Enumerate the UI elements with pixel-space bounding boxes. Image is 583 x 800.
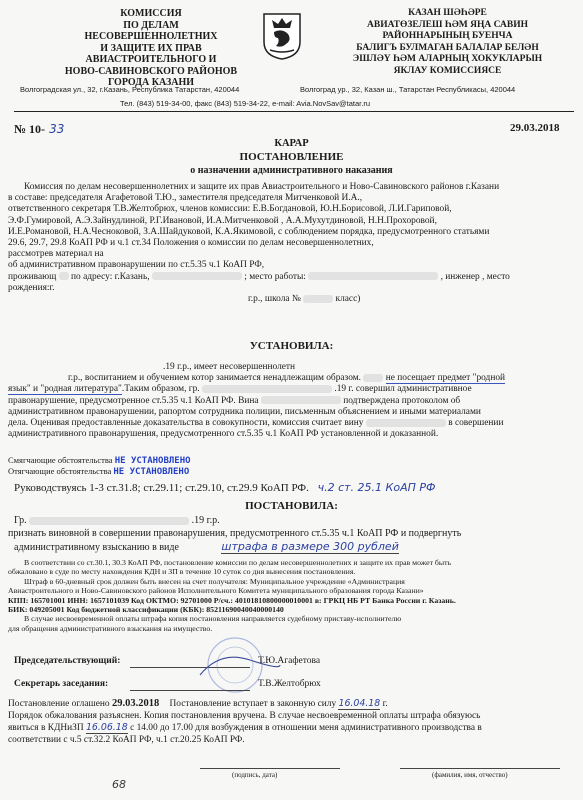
text-span: дела. Оценивая предоставленные доказательства в совокупности, комиссия считает вину — [8, 418, 364, 429]
redacted — [366, 419, 446, 427]
intro-line: 29.6, 29.7, 29.8 КоАП РФ и ч.1 ст.34 Положения о комиссии по делам несовершеннолетних, — [8, 238, 374, 249]
intro-line: Комиссия по делам несовершеннолетних и защите их прав Авиастроительного и Ново-Савиновского районов г.Казани — [24, 182, 500, 192]
header-left-line: ПО ДЕЛАМ НЕСОВЕРШЕННОЛЕТНИХ — [84, 19, 218, 42]
ustanovila-block — [8, 362, 578, 440]
postanovila-title: ПОСТАНОВИЛА: — [245, 500, 338, 512]
text-span: г.р., воспитанием и обучением котор — [68, 373, 214, 384]
header-left-line: КОМИССИЯ — [120, 8, 182, 19]
ust-line: административном правонарушении, рапортом сотрудника полиции, письменным объяснением и иными материалами — [8, 406, 481, 417]
aggravating-stamp: НЕ УСТАНОВЛЕНО — [113, 467, 190, 477]
text-span: язык" и "родная литература" — [8, 384, 122, 395]
document-number — [14, 122, 64, 137]
text-span: , место — [482, 271, 510, 282]
redacted — [261, 396, 341, 404]
text-span: занимается ненадлежащим образом. — [216, 373, 361, 384]
header-right-title — [330, 8, 565, 77]
ust-line: административного правонарушения, предусмотренного ст.5.35 ч.1 КоАП РФ установленной и доказанной. — [8, 429, 439, 440]
full-name-caption: (фамилия, имя, отчество) — [432, 771, 508, 779]
text-span: проживающ — [8, 271, 57, 282]
intro-line: Э.Ф.Гумировой, А.Э.Зайнудлиной, Р.Г.Ивановой, И.А.Митченковой , А.А.Мухутдиновой, Н.Н.Прохоровой, — [8, 215, 437, 226]
post-line — [8, 540, 578, 554]
postanovila-block — [8, 514, 578, 554]
aggravating-label: Отягчающие обстоятельства — [8, 466, 112, 476]
text-span: г. — [382, 699, 388, 709]
secretary-signature-line — [130, 690, 250, 691]
intro-line — [8, 294, 578, 305]
karar-title: КАРАР — [274, 138, 309, 149]
ustanovila-title: УСТАНОВИЛА: — [249, 340, 334, 352]
footer-line — [8, 698, 578, 711]
payment-line: Штраф в 60-дневный срок должен быть внесен на счет получателя: Муниципальное учреждение «Администрация — [24, 576, 405, 586]
text-span: правонарушение, предусмотренное ст.5.35 ч.1 КоАП РФ. Вина — [8, 395, 259, 406]
text-span: явиться в КДНиЗП — [8, 723, 84, 734]
text-span: Постановление вступает в законную силу — [169, 699, 337, 709]
post-line — [8, 514, 578, 527]
payment-line: КПП: 165701001 ИНН: 1657101039 Код ОКТМО: 92701000 Р/сч.: 40101810800000010001 в: ГРКЦ НБ РТ Банка России г. Казань. — [8, 595, 456, 605]
text-span: с 14.00 до 17.00 для возбуждения в отношении меня административного производства в — [130, 723, 482, 734]
document-date: 29.03.2018 — [510, 122, 560, 134]
footer-block — [8, 698, 578, 746]
intro-line: ответственного секретаря Т.В.Желтобрюх, членов комиссии: Е.В.Богдановой, Ю.Н.Борисовой, Л.И.Гариповой, — [8, 204, 452, 215]
text-span: г.р. — [206, 515, 220, 526]
document-subtitle: о назначении административного наказания — [190, 165, 393, 176]
payment-line: для обращения административного взыскания на имущество. — [8, 623, 213, 633]
header-right-line: ЯКЛАУ КОМИССИЯСЕ — [393, 65, 502, 76]
sign-date-caption: (подпись, дата) — [232, 771, 278, 779]
text-span: г.р., имеет несовершеннолетн — [177, 362, 296, 372]
intro-line: об административном правонарушении по ст.5.35 ч.1 КоАП РФ, — [8, 260, 265, 271]
intro-line: рождения:г. — [8, 282, 55, 293]
guided-text: Руководствуясь 1-3 ст.31.8; ст.29.11; ст.29.10, ст.29.9 КоАП РФ. — [14, 482, 309, 494]
header-right-line: РАЙОННАРЫНЫҢ БУЕНЧА — [382, 31, 513, 41]
guided-handwritten: ч.2 ст. 25.1 КоАП РФ — [317, 481, 436, 494]
intro-line — [8, 272, 578, 283]
payment-line: БИК: 049205001 Код бюджетной классификации (КБК): 85211690040040000140 — [8, 605, 284, 615]
ust-line — [8, 396, 578, 407]
text-span: .19 — [191, 515, 205, 526]
intro-line: И.Е.Романовой, Н.А.Чесноковой, З.А.Шайдуковой, К.А.Якимовой, с соблюдением порядка, предусмотренного статьями — [8, 226, 490, 237]
ust-line — [8, 418, 578, 429]
payment-line: В случае несвоевременной оплаты штрафа копия постановления направляется судебному приставу-исполнителю — [24, 614, 402, 624]
text-span: подтверждена протоколом об — [343, 395, 461, 406]
chair-label: Председательствующий: — [14, 656, 121, 666]
header-right-line: ЭШЛӘҮ ҺӘМ АЛАРНЫҢ ХОКУКЛАРЫН — [352, 54, 543, 64]
penalty-handwritten: штрафа в размере 300 рублей — [221, 540, 399, 553]
ust-line — [8, 373, 578, 384]
mitigating-stamp: НЕ УСТАНОВЛЕНО — [114, 456, 191, 466]
redacted — [308, 272, 438, 280]
redacted — [59, 272, 69, 280]
text-span: .19 — [163, 362, 175, 372]
text-span: класс) — [335, 294, 361, 305]
header-right-line: БАЛИГЪ БУЛМАГАН БАЛАЛАР БЕЛӘН — [356, 42, 539, 53]
footer-line: соответствии с ч.5 ст.32.2 КоАП РФ, ч.1 ст.20.25 КоАП РФ. — [8, 734, 245, 745]
ust-line — [8, 384, 578, 395]
guided-line — [14, 482, 583, 494]
intro-block — [8, 182, 578, 305]
address-left: Волгоградская ул., 32, г.Казань, Республика Татарстан, 420044 — [20, 85, 240, 94]
text-span: не посещает предмет "родной — [385, 373, 506, 384]
postanovlenie-title: ПОСТАНОВЛЕНИЕ — [239, 151, 344, 163]
mitigating-label: Смягчающие обстоятельства — [8, 455, 113, 465]
redacted — [29, 517, 189, 525]
ust-line — [8, 362, 578, 373]
number-handwritten: 33 — [49, 122, 65, 136]
text-span: .Таким образом, гр. — [121, 384, 200, 395]
aggravating-row — [8, 466, 578, 477]
text-span: г.р., школа № — [248, 294, 301, 305]
header-left-line: И ЗАЩИТЕ ИХ ПРАВ — [100, 42, 202, 54]
text-span: Постановление оглашено — [8, 699, 110, 709]
header-left-line: ГОРОДА КАЗАНИ — [107, 77, 195, 88]
text-span: по адресу: г.Казань, — [71, 271, 150, 282]
intro-line: рассмотрев материал на — [8, 249, 104, 260]
text-span: г. совершил административное — [348, 384, 472, 395]
footer-line — [8, 722, 578, 735]
payment-details — [8, 558, 578, 633]
header-right-line: КАЗАН ШӘҺӘРЕ — [408, 8, 487, 18]
redacted — [363, 374, 383, 382]
secretary-label: Секретарь заседания: — [14, 679, 109, 689]
number-label: № 10- — [14, 122, 46, 136]
header-right-line: АВИАТӨЗЕЛЕШ ҺӘМ ЯҢА САВИН — [367, 19, 528, 30]
text-span: Гр. — [14, 515, 27, 526]
appear-date-handwritten: 16.06.18 — [85, 722, 128, 734]
header-divider — [14, 111, 574, 112]
contact-line: Тел. (843) 519-34-00, факс (843) 519-34-22, e-mail: Avia.NovSav@tatar.ru — [120, 99, 371, 108]
header-left-title — [56, 8, 246, 89]
payment-line: Авиастроительного и Ново-Савиновского районов Исполнительного Комитета муниципального образования города Казани» — [8, 586, 424, 596]
text-span: , инженер — [440, 271, 480, 282]
footer-line: Порядок обжалования разъяснен. Копия постановления вручена. В случае несвоевременной оплаты штрафа обязуюсь — [8, 710, 481, 721]
secretary-name: Т.В.Желтобрюх — [258, 679, 321, 689]
payment-line: обжаловано в суде по месту нахождения КДН и ЗП в течение 10 суток со дня вынесения постановления. — [8, 567, 356, 577]
redacted — [202, 385, 332, 393]
text-span: в совершении — [448, 418, 504, 429]
page-number-handwritten: 68 — [112, 778, 126, 791]
full-name-line — [400, 768, 560, 769]
redacted — [303, 295, 333, 303]
header-left-line: НОВО-САВИНОВСКОГО РАЙОНОВ — [64, 65, 238, 77]
redacted — [152, 272, 242, 280]
effective-date-handwritten: 16.04.18 — [338, 698, 381, 709]
text-span: ; место работы: — [244, 271, 306, 282]
circumstances-block — [8, 455, 578, 477]
kazan-coat-of-arms-icon — [262, 12, 302, 60]
payment-line: В соответствии со ст.30.1, 30.3 КоАП РФ, постановление комиссии по делам несовершеннолетних и защите их прав может быть — [24, 558, 452, 567]
sign-date-line — [200, 768, 340, 769]
chair-name: Т.Ю.Агафетова — [258, 656, 321, 666]
address-right: Волгоград ур., 32, Казан ш., Татарстан Республикасы, 420044 — [300, 85, 516, 94]
intro-line: в составе: председателя Агафетовой Т.Ю., заместителя председателя Митченковой И.А., — [8, 193, 363, 204]
text-span: административному взысканию в виде — [14, 542, 179, 553]
mitigating-row — [8, 455, 578, 466]
text-span: .19 — [334, 384, 347, 395]
header-left-line: АВИАСТРОИТЕЛЬНОГО И — [85, 54, 217, 65]
post-line: признать виновной в совершении правонарушения, предусмотренного ст.5.35 ч.1 КоАП РФ и подвергнуть — [8, 528, 462, 539]
announced-date: 29.03.2018 — [111, 698, 160, 709]
